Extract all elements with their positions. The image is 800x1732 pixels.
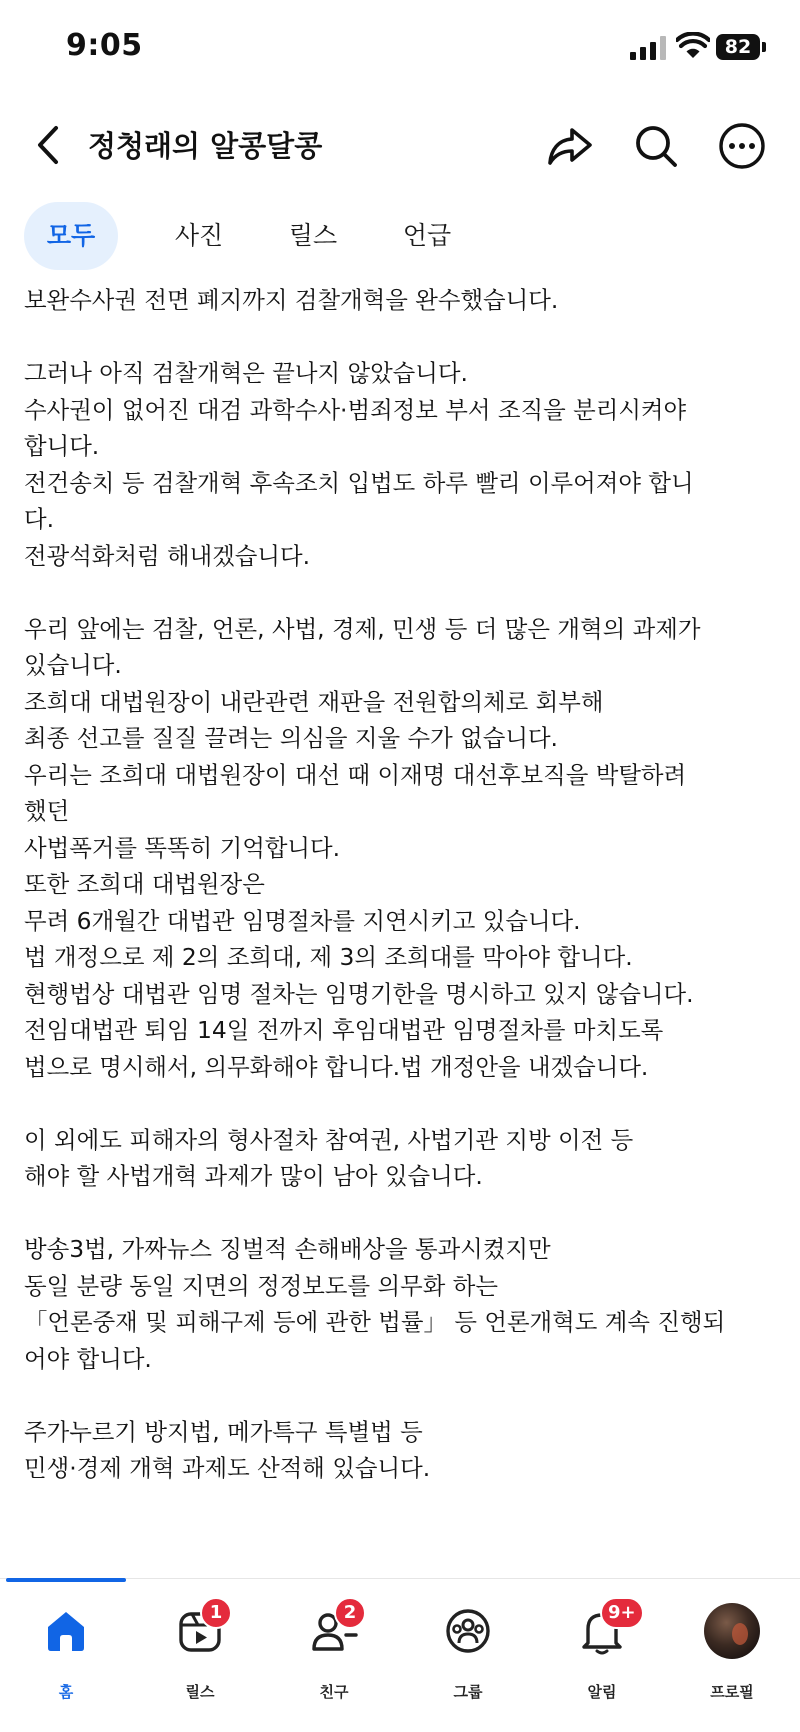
search-icon[interactable] (630, 120, 682, 172)
status-time: 9:05 (66, 28, 143, 63)
page-title: 정청래의 알콩달콩 (88, 129, 323, 163)
active-tab-indicator (6, 1578, 126, 1582)
reels-badge: 1 (200, 1597, 232, 1629)
post-text-line (24, 1195, 784, 1232)
nav-reels[interactable] (140, 1599, 260, 1709)
post-body (24, 282, 784, 1487)
post-text-line: 최종 선고를 질질 끌려는 의심을 지울 수가 없습니다. (24, 724, 558, 752)
post-text-line (24, 1085, 784, 1122)
post-text-line: 「언론중재 및 피해구제 등에 관한 법률」 등 언론개혁도 계속 진행되 (24, 1308, 726, 1336)
nav-label-profile: 프로필 (710, 1683, 754, 1701)
nav-label-home: 홈 (58, 1683, 74, 1701)
share-icon[interactable] (544, 120, 596, 172)
post-text-line: 또한 조희대 대법원장은 (24, 870, 265, 898)
groups-icon (442, 1605, 494, 1657)
post-text-line: 조희대 대법원장이 내란관련 재판을 전원합의체로 회부해 (24, 687, 604, 716)
post-text-line: 다. (24, 505, 55, 533)
nav-groups[interactable] (408, 1599, 528, 1709)
status-bar (0, 0, 800, 100)
post-text-line: 어야 합니다. (24, 1344, 152, 1373)
signal-icon (630, 36, 666, 60)
post-text-line: 전광석화처럼 해내겠습니다. (24, 541, 311, 570)
post-text-line: 현행법상 대법관 임명 절차는 임명기한을 명시하고 있지 않습니다. (24, 979, 694, 1008)
post-text-line: 이 외에도 피해자의 형사절차 참여권, 사법기관 지방 이전 등 (24, 1125, 634, 1154)
nav-label-reels: 릴스 (185, 1683, 215, 1701)
post-text-line: 전임대법관 퇴임 14일 전까지 후임대법관 임명절차를 마치도록 (24, 1016, 664, 1044)
post-text-line (24, 319, 784, 356)
post-text-line: 전건송치 등 검찰개혁 후속조치 입법도 하루 빨리 이루어져야 합니 (24, 468, 694, 497)
back-icon[interactable] (28, 120, 68, 170)
post-text-line: 동일 분량 동일 지면의 정정보도를 의무화 하는 (24, 1271, 498, 1300)
post-text-line: 우리는 조희대 대법원장이 대선 때 이재명 대선후보직을 박탈하려 (24, 760, 687, 789)
post-text-line (24, 1377, 784, 1414)
nav-notifications[interactable] (542, 1599, 662, 1709)
post-text-line: 사법폭거를 똑똑히 기억합니다. (24, 833, 341, 862)
friends-badge: 2 (334, 1597, 366, 1629)
nav-label-friends: 친구 (319, 1683, 349, 1701)
post-text-line: 합니다. (24, 432, 100, 460)
post-text-line: 수사권이 없어진 대검 과학수사·범죄정보 부서 조직을 분리시켜야 (24, 395, 687, 424)
tab-all[interactable]: 모두 (24, 202, 118, 270)
more-icon[interactable] (716, 120, 768, 172)
tab-mentions[interactable]: 언급 (402, 221, 452, 250)
nav-friends[interactable] (274, 1599, 394, 1709)
battery-tip (762, 42, 766, 52)
avatar (704, 1603, 760, 1659)
bottom-nav (0, 1578, 800, 1732)
post-text-line: 주가누르기 방지법, 메가특구 특별법 등 (24, 1417, 423, 1446)
post-text-line: 우리 앞에는 검찰, 언론, 사법, 경제, 민생 등 더 많은 개혁의 과제가 (24, 614, 701, 643)
filter-tabs (24, 202, 784, 270)
post-text-line: 그러나 아직 검찰개혁은 끝나지 않았습니다. (24, 359, 468, 387)
post-text-line: 법 개정으로 제 2의 조희대, 제 3의 조희대를 막아야 합니다. (24, 943, 633, 971)
post-text-line: 했던 (24, 797, 70, 825)
post-text-line: 법으로 명시해서, 의무화해야 합니다.법 개정안을 내겠습니다. (24, 1052, 649, 1081)
battery-icon: 82 (716, 34, 760, 60)
nav-profile[interactable] (672, 1599, 792, 1709)
header (0, 100, 800, 190)
nav-label-notifications: 알림 (587, 1683, 617, 1701)
post-text-line: 민생·경제 개혁 과제도 산적해 있습니다. (24, 1454, 431, 1482)
notifications-badge: 9+ (600, 1597, 644, 1629)
post-text-line: 있습니다. (24, 651, 122, 679)
post-text-line: 해야 할 사법개혁 과제가 많이 남아 있습니다. (24, 1162, 483, 1190)
post-text-line: 무려 6개월간 대법관 임명절차를 지연시키고 있습니다. (24, 906, 581, 935)
post-text-line: 보완수사권 전면 폐지까지 검찰개혁을 완수했습니다. (24, 286, 559, 314)
home-icon (40, 1605, 92, 1657)
tab-photos[interactable]: 사진 (174, 221, 224, 250)
nav-label-groups: 그룹 (453, 1683, 483, 1701)
tab-reels[interactable]: 릴스 (288, 221, 338, 250)
post-text-line (24, 574, 784, 611)
nav-home[interactable] (6, 1599, 126, 1709)
wifi-icon (676, 32, 710, 60)
post-text-line: 방송3법, 가짜뉴스 징벌적 손해배상을 통과시켰지만 (24, 1235, 551, 1263)
